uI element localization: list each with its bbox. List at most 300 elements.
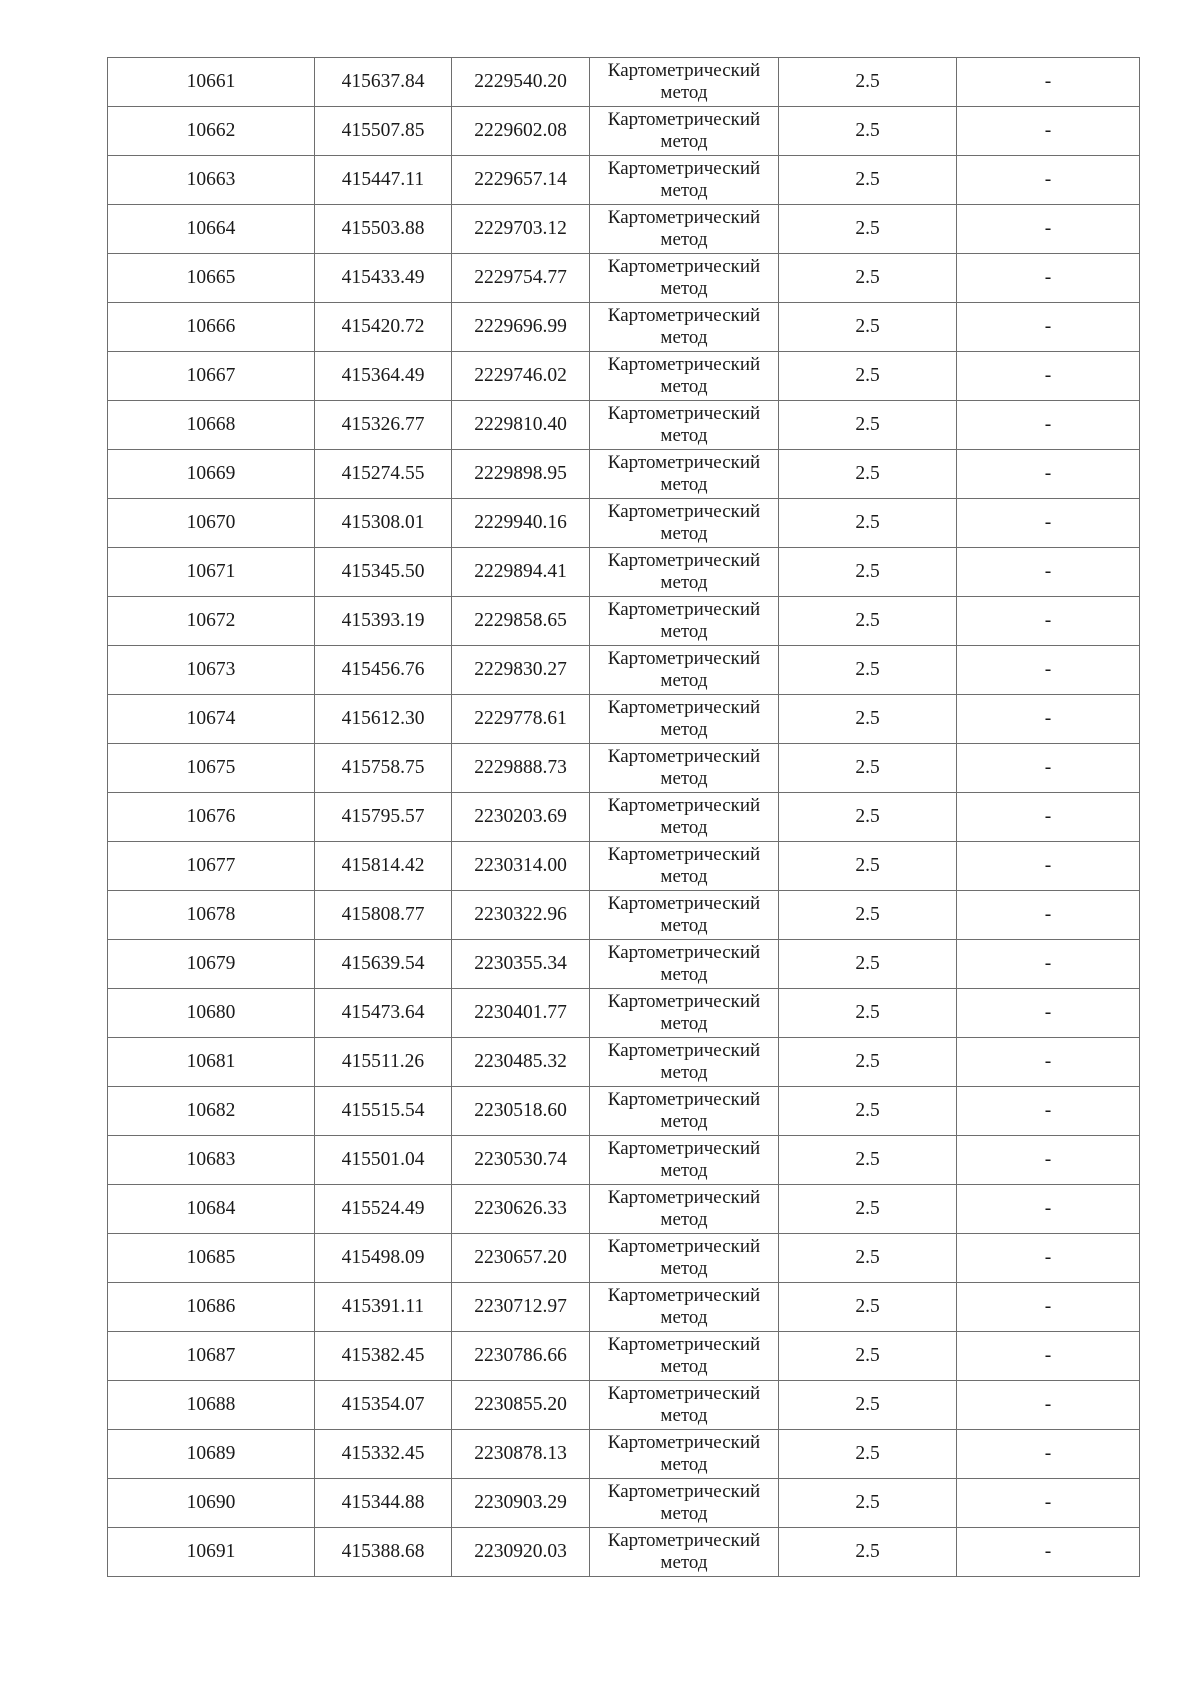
note-cell-text: - <box>1044 218 1052 240</box>
method-cell <box>590 156 779 205</box>
y-coordinate-cell-text: 2230855.20 <box>474 1394 567 1416</box>
x-coordinate-cell <box>315 1087 452 1136</box>
point-number-cell <box>108 1381 315 1430</box>
note-cell <box>957 989 1140 1038</box>
note-cell <box>957 548 1140 597</box>
note-cell-text: - <box>1044 904 1052 926</box>
x-coordinate-cell-text: 415344.88 <box>341 1492 425 1514</box>
x-coordinate-cell-text: 415501.04 <box>341 1149 425 1171</box>
x-coordinate-cell <box>315 646 452 695</box>
note-cell <box>957 646 1140 695</box>
note-cell <box>957 205 1140 254</box>
point-number-cell <box>108 205 315 254</box>
method-cell <box>590 254 779 303</box>
point-number-cell <box>108 989 315 1038</box>
accuracy-cell-text: 2.5 <box>855 1149 880 1171</box>
accuracy-cell-text: 2.5 <box>855 708 880 730</box>
y-coordinate-cell <box>452 1332 590 1381</box>
method-cell <box>590 450 779 499</box>
y-coordinate-cell-text: 2230485.32 <box>474 1051 567 1073</box>
x-coordinate-cell <box>315 989 452 1038</box>
accuracy-cell <box>779 1332 957 1381</box>
accuracy-cell-text: 2.5 <box>855 855 880 877</box>
method-cell <box>590 58 779 107</box>
method-cell <box>590 940 779 989</box>
note-cell-text: - <box>1044 1198 1052 1220</box>
method-cell-text: Картометрический метод <box>607 109 761 152</box>
note-cell-text: - <box>1044 365 1052 387</box>
table-row <box>108 303 1140 352</box>
y-coordinate-cell-text: 2230920.03 <box>474 1541 567 1563</box>
x-coordinate-cell-text: 415382.45 <box>341 1345 425 1367</box>
table-row <box>108 989 1140 1038</box>
point-number-cell-text: 10676 <box>186 806 236 828</box>
point-number-cell-text: 10677 <box>186 855 236 877</box>
table-row <box>108 842 1140 891</box>
y-coordinate-cell-text: 2230530.74 <box>474 1149 567 1171</box>
x-coordinate-cell-text: 415612.30 <box>341 708 425 730</box>
point-number-cell-text: 10662 <box>186 120 236 142</box>
y-coordinate-cell-text: 2229778.61 <box>474 708 567 730</box>
point-number-cell-text: 10681 <box>186 1051 236 1073</box>
accuracy-cell-text: 2.5 <box>855 1100 880 1122</box>
table-row <box>108 744 1140 793</box>
x-coordinate-cell <box>315 1283 452 1332</box>
table-row <box>108 1381 1140 1430</box>
y-coordinate-cell-text: 2230878.13 <box>474 1443 567 1465</box>
point-number-cell <box>108 303 315 352</box>
point-number-cell <box>108 1185 315 1234</box>
point-number-cell <box>108 1479 315 1528</box>
accuracy-cell-text: 2.5 <box>855 953 880 975</box>
x-coordinate-cell-text: 415524.49 <box>341 1198 425 1220</box>
note-cell <box>957 401 1140 450</box>
table-row <box>108 450 1140 499</box>
y-coordinate-cell <box>452 989 590 1038</box>
y-coordinate-cell <box>452 58 590 107</box>
method-cell-text: Картометрический метод <box>607 403 761 446</box>
table-row <box>108 352 1140 401</box>
point-number-cell-text: 10686 <box>186 1296 236 1318</box>
y-coordinate-cell-text: 2229657.14 <box>474 169 567 191</box>
note-cell <box>957 597 1140 646</box>
note-cell <box>957 744 1140 793</box>
accuracy-cell-text: 2.5 <box>855 659 880 681</box>
point-number-cell <box>108 1528 315 1577</box>
x-coordinate-cell <box>315 1381 452 1430</box>
x-coordinate-cell-text: 415515.54 <box>341 1100 425 1122</box>
point-number-cell-text: 10691 <box>186 1541 236 1563</box>
y-coordinate-cell <box>452 1528 590 1577</box>
accuracy-cell-text: 2.5 <box>855 365 880 387</box>
method-cell <box>590 1479 779 1528</box>
accuracy-cell <box>779 303 957 352</box>
point-number-cell-text: 10689 <box>186 1443 236 1465</box>
x-coordinate-cell-text: 415364.49 <box>341 365 425 387</box>
note-cell-text: - <box>1044 1247 1052 1269</box>
y-coordinate-cell-text: 2229602.08 <box>474 120 567 142</box>
accuracy-cell-text: 2.5 <box>855 1051 880 1073</box>
y-coordinate-cell-text: 2229858.65 <box>474 610 567 632</box>
table-row <box>108 548 1140 597</box>
point-number-cell <box>108 695 315 744</box>
note-cell-text: - <box>1044 806 1052 828</box>
method-cell <box>590 548 779 597</box>
table-row <box>108 1087 1140 1136</box>
point-number-cell <box>108 401 315 450</box>
x-coordinate-cell-text: 415808.77 <box>341 904 425 926</box>
y-coordinate-cell-text: 2229940.16 <box>474 512 567 534</box>
accuracy-cell <box>779 940 957 989</box>
x-coordinate-cell <box>315 793 452 842</box>
note-cell <box>957 303 1140 352</box>
method-cell-text: Картометрический метод <box>607 1530 761 1573</box>
x-coordinate-cell-text: 415332.45 <box>341 1443 425 1465</box>
table-row <box>108 107 1140 156</box>
note-cell <box>957 1087 1140 1136</box>
y-coordinate-cell <box>452 499 590 548</box>
method-cell <box>590 1087 779 1136</box>
x-coordinate-cell <box>315 205 452 254</box>
note-cell-text: - <box>1044 71 1052 93</box>
y-coordinate-cell <box>452 450 590 499</box>
point-number-cell-text: 10678 <box>186 904 236 926</box>
note-cell-text: - <box>1044 414 1052 436</box>
accuracy-cell-text: 2.5 <box>855 512 880 534</box>
note-cell <box>957 940 1140 989</box>
x-coordinate-cell-text: 415814.42 <box>341 855 425 877</box>
method-cell <box>590 1430 779 1479</box>
point-number-cell <box>108 450 315 499</box>
x-coordinate-cell-text: 415637.84 <box>341 71 425 93</box>
point-number-cell <box>108 744 315 793</box>
table-body <box>108 58 1140 1577</box>
point-number-cell <box>108 940 315 989</box>
x-coordinate-cell-text: 415345.50 <box>341 561 425 583</box>
table-row <box>108 156 1140 205</box>
method-cell <box>590 303 779 352</box>
accuracy-cell <box>779 1136 957 1185</box>
point-number-cell <box>108 1430 315 1479</box>
note-cell <box>957 1479 1140 1528</box>
accuracy-cell-text: 2.5 <box>855 316 880 338</box>
point-number-cell <box>108 58 315 107</box>
accuracy-cell <box>779 1430 957 1479</box>
method-cell-text: Картометрический метод <box>607 550 761 593</box>
accuracy-cell <box>779 1185 957 1234</box>
table-row <box>108 1136 1140 1185</box>
accuracy-cell <box>779 597 957 646</box>
accuracy-cell-text: 2.5 <box>855 463 880 485</box>
x-coordinate-cell-text: 415795.57 <box>341 806 425 828</box>
note-cell-text: - <box>1044 1296 1052 1318</box>
note-cell-text: - <box>1044 120 1052 142</box>
x-coordinate-cell-text: 415503.88 <box>341 218 425 240</box>
y-coordinate-cell <box>452 401 590 450</box>
method-cell <box>590 1283 779 1332</box>
accuracy-cell <box>779 1528 957 1577</box>
note-cell <box>957 1332 1140 1381</box>
note-cell-text: - <box>1044 659 1052 681</box>
point-number-cell-text: 10661 <box>186 71 236 93</box>
accuracy-cell <box>779 1381 957 1430</box>
method-cell <box>590 107 779 156</box>
method-cell-text: Картометрический метод <box>607 256 761 299</box>
method-cell-text: Картометрический метод <box>607 991 761 1034</box>
point-number-cell-text: 10668 <box>186 414 236 436</box>
table-row <box>108 891 1140 940</box>
x-coordinate-cell <box>315 499 452 548</box>
accuracy-cell-text: 2.5 <box>855 71 880 93</box>
note-cell <box>957 1185 1140 1234</box>
y-coordinate-cell-text: 2230322.96 <box>474 904 567 926</box>
x-coordinate-cell <box>315 1136 452 1185</box>
table-row <box>108 1528 1140 1577</box>
y-coordinate-cell-text: 2230203.69 <box>474 806 567 828</box>
point-number-cell <box>108 793 315 842</box>
point-number-cell <box>108 1087 315 1136</box>
accuracy-cell <box>779 1479 957 1528</box>
method-cell-text: Картометрический метод <box>607 501 761 544</box>
table-row <box>108 695 1140 744</box>
accuracy-cell <box>779 842 957 891</box>
method-cell <box>590 352 779 401</box>
note-cell <box>957 695 1140 744</box>
x-coordinate-cell <box>315 695 452 744</box>
y-coordinate-cell <box>452 1038 590 1087</box>
accuracy-cell-text: 2.5 <box>855 904 880 926</box>
y-coordinate-cell <box>452 205 590 254</box>
note-cell <box>957 1038 1140 1087</box>
table-row <box>108 1283 1140 1332</box>
method-cell-text: Картометрический метод <box>607 697 761 740</box>
y-coordinate-cell-text: 2230518.60 <box>474 1100 567 1122</box>
y-coordinate-cell-text: 2229696.99 <box>474 316 567 338</box>
method-cell-text: Картометрический метод <box>607 795 761 838</box>
note-cell <box>957 1234 1140 1283</box>
x-coordinate-cell-text: 415498.09 <box>341 1247 425 1269</box>
y-coordinate-cell <box>452 597 590 646</box>
x-coordinate-cell <box>315 1038 452 1087</box>
point-number-cell <box>108 1234 315 1283</box>
note-cell <box>957 107 1140 156</box>
table-row <box>108 401 1140 450</box>
y-coordinate-cell <box>452 303 590 352</box>
x-coordinate-cell-text: 415473.64 <box>341 1002 425 1024</box>
point-number-cell <box>108 107 315 156</box>
x-coordinate-cell <box>315 303 452 352</box>
y-coordinate-cell <box>452 1087 590 1136</box>
y-coordinate-cell-text: 2230903.29 <box>474 1492 567 1514</box>
table-row <box>108 1479 1140 1528</box>
x-coordinate-cell <box>315 842 452 891</box>
y-coordinate-cell <box>452 1430 590 1479</box>
accuracy-cell-text: 2.5 <box>855 806 880 828</box>
y-coordinate-cell <box>452 940 590 989</box>
accuracy-cell-text: 2.5 <box>855 1345 880 1367</box>
note-cell-text: - <box>1044 316 1052 338</box>
x-coordinate-cell <box>315 1479 452 1528</box>
y-coordinate-cell <box>452 156 590 205</box>
point-number-cell-text: 10684 <box>186 1198 236 1220</box>
method-cell <box>590 695 779 744</box>
accuracy-cell <box>779 1234 957 1283</box>
x-coordinate-cell-text: 415447.11 <box>341 169 425 191</box>
method-cell <box>590 793 779 842</box>
note-cell-text: - <box>1044 561 1052 583</box>
method-cell-text: Картометрический метод <box>607 1334 761 1377</box>
method-cell <box>590 597 779 646</box>
x-coordinate-cell <box>315 107 452 156</box>
y-coordinate-cell <box>452 1381 590 1430</box>
point-number-cell <box>108 254 315 303</box>
note-cell <box>957 58 1140 107</box>
note-cell <box>957 352 1140 401</box>
note-cell <box>957 156 1140 205</box>
accuracy-cell <box>779 646 957 695</box>
method-cell <box>590 1528 779 1577</box>
x-coordinate-cell <box>315 1234 452 1283</box>
point-number-cell-text: 10680 <box>186 1002 236 1024</box>
table-row <box>108 499 1140 548</box>
method-cell-text: Картометрический метод <box>607 1432 761 1475</box>
method-cell <box>590 989 779 1038</box>
x-coordinate-cell-text: 415308.01 <box>341 512 425 534</box>
accuracy-cell-text: 2.5 <box>855 1492 880 1514</box>
point-number-cell <box>108 891 315 940</box>
y-coordinate-cell <box>452 352 590 401</box>
accuracy-cell <box>779 450 957 499</box>
y-coordinate-cell-text: 2230626.33 <box>474 1198 567 1220</box>
point-number-cell-text: 10667 <box>186 365 236 387</box>
accuracy-cell <box>779 1038 957 1087</box>
y-coordinate-cell-text: 2229888.73 <box>474 757 567 779</box>
method-cell-text: Картометрический метод <box>607 1383 761 1426</box>
method-cell-text: Картометрический метод <box>607 1285 761 1328</box>
note-cell-text: - <box>1044 953 1052 975</box>
point-number-cell-text: 10687 <box>186 1345 236 1367</box>
method-cell-text: Картометрический метод <box>607 746 761 789</box>
note-cell-text: - <box>1044 1051 1052 1073</box>
y-coordinate-cell-text: 2230712.97 <box>474 1296 567 1318</box>
accuracy-cell-text: 2.5 <box>855 1198 880 1220</box>
point-number-cell-text: 10671 <box>186 561 236 583</box>
x-coordinate-cell <box>315 940 452 989</box>
x-coordinate-cell <box>315 450 452 499</box>
method-cell <box>590 744 779 793</box>
note-cell-text: - <box>1044 267 1052 289</box>
note-cell <box>957 450 1140 499</box>
point-number-cell-text: 10690 <box>186 1492 236 1514</box>
method-cell-text: Картометрический метод <box>607 1089 761 1132</box>
x-coordinate-cell <box>315 1430 452 1479</box>
y-coordinate-cell <box>452 891 590 940</box>
method-cell <box>590 1332 779 1381</box>
accuracy-cell-text: 2.5 <box>855 561 880 583</box>
x-coordinate-cell-text: 415391.11 <box>341 1296 425 1318</box>
x-coordinate-cell <box>315 548 452 597</box>
method-cell <box>590 1381 779 1430</box>
method-cell <box>590 1185 779 1234</box>
y-coordinate-cell <box>452 1479 590 1528</box>
accuracy-cell <box>779 58 957 107</box>
x-coordinate-cell-text: 415639.54 <box>341 953 425 975</box>
point-number-cell-text: 10670 <box>186 512 236 534</box>
y-coordinate-cell <box>452 548 590 597</box>
note-cell-text: - <box>1044 1492 1052 1514</box>
table-row <box>108 1332 1140 1381</box>
coordinates-table <box>107 57 1140 1577</box>
method-cell-text: Картометрический метод <box>607 158 761 201</box>
note-cell-text: - <box>1044 1100 1052 1122</box>
note-cell-text: - <box>1044 757 1052 779</box>
point-number-cell-text: 10675 <box>186 757 236 779</box>
y-coordinate-cell <box>452 107 590 156</box>
method-cell-text: Картометрический метод <box>607 648 761 691</box>
point-number-cell-text: 10665 <box>186 267 236 289</box>
note-cell <box>957 1136 1140 1185</box>
note-cell <box>957 1283 1140 1332</box>
y-coordinate-cell <box>452 1136 590 1185</box>
note-cell <box>957 793 1140 842</box>
accuracy-cell <box>779 401 957 450</box>
point-number-cell <box>108 1283 315 1332</box>
method-cell-text: Картометрический метод <box>607 452 761 495</box>
x-coordinate-cell <box>315 744 452 793</box>
accuracy-cell-text: 2.5 <box>855 120 880 142</box>
x-coordinate-cell-text: 415326.77 <box>341 414 425 436</box>
accuracy-cell <box>779 1283 957 1332</box>
method-cell <box>590 499 779 548</box>
method-cell <box>590 891 779 940</box>
y-coordinate-cell <box>452 744 590 793</box>
x-coordinate-cell-text: 415758.75 <box>341 757 425 779</box>
method-cell-text: Картометрический метод <box>607 305 761 348</box>
table-row <box>108 597 1140 646</box>
point-number-cell-text: 10663 <box>186 169 236 191</box>
point-number-cell-text: 10673 <box>186 659 236 681</box>
method-cell <box>590 401 779 450</box>
y-coordinate-cell <box>452 646 590 695</box>
y-coordinate-cell-text: 2229894.41 <box>474 561 567 583</box>
note-cell-text: - <box>1044 1394 1052 1416</box>
note-cell-text: - <box>1044 610 1052 632</box>
method-cell <box>590 842 779 891</box>
method-cell <box>590 1234 779 1283</box>
table-row <box>108 1234 1140 1283</box>
x-coordinate-cell <box>315 891 452 940</box>
method-cell-text: Картометрический метод <box>607 942 761 985</box>
note-cell-text: - <box>1044 169 1052 191</box>
note-cell-text: - <box>1044 1443 1052 1465</box>
x-coordinate-cell-text: 415388.68 <box>341 1541 425 1563</box>
x-coordinate-cell <box>315 597 452 646</box>
y-coordinate-cell <box>452 842 590 891</box>
accuracy-cell <box>779 548 957 597</box>
x-coordinate-cell <box>315 1332 452 1381</box>
point-number-cell-text: 10666 <box>186 316 236 338</box>
note-cell-text: - <box>1044 1541 1052 1563</box>
y-coordinate-cell <box>452 1234 590 1283</box>
method-cell <box>590 1136 779 1185</box>
point-number-cell <box>108 156 315 205</box>
note-cell <box>957 1430 1140 1479</box>
y-coordinate-cell <box>452 695 590 744</box>
note-cell <box>957 1381 1140 1430</box>
x-coordinate-cell-text: 415274.55 <box>341 463 425 485</box>
accuracy-cell <box>779 107 957 156</box>
y-coordinate-cell-text: 2229830.27 <box>474 659 567 681</box>
